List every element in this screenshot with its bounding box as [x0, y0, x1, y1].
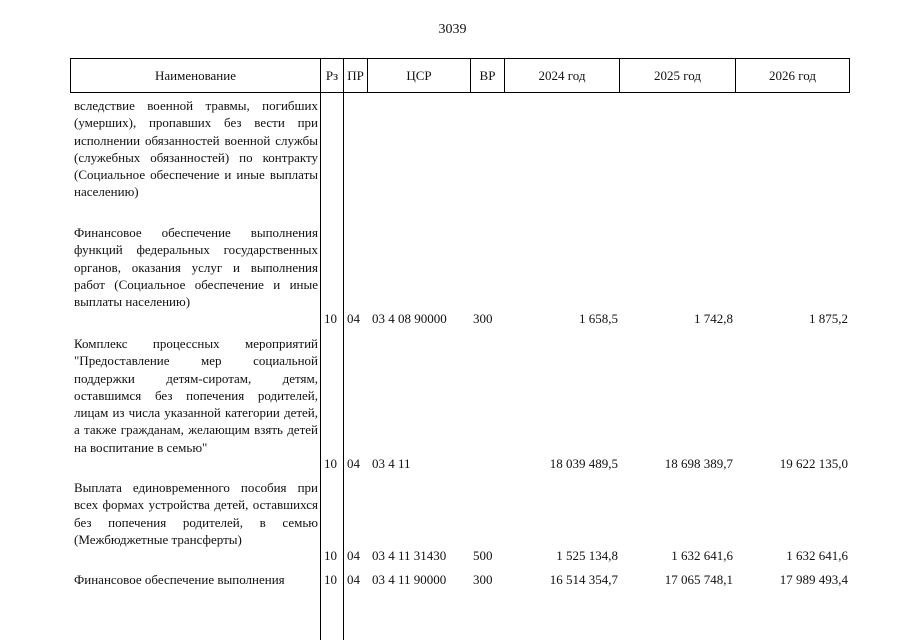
row-4-vr: 500 [473, 548, 493, 563]
row-3-2026: 19 622 135,0 [779, 456, 848, 471]
row-5-vr: 300 [473, 572, 493, 587]
row-3-pr: 04 [347, 456, 360, 471]
row-3-name: Комплекс процессных мероприятий "Предоставление мер социальной поддержки детям-сиротам, детям, оставшимся без попечения родителей, лицам из числа указанной категории детей, а также гражданам, желающим взять детей на воспитание в семью" [74, 336, 318, 455]
row-5-2024: 16 514 354,7 [549, 572, 618, 587]
row-2-2025: 1 742,8 [694, 311, 733, 326]
row-5-pr: 04 [347, 572, 360, 587]
header-name: Наименование [71, 59, 321, 92]
row-4-2025: 1 632 641,6 [671, 548, 733, 563]
header-rz: Рз [321, 59, 344, 92]
row-2-2024: 1 658,5 [579, 311, 618, 326]
header-vr: ВР [471, 59, 505, 92]
table-header [70, 58, 850, 93]
row-4-rz: 10 [324, 548, 337, 563]
column-divider-name [320, 93, 321, 640]
header-2026: 2026 год [769, 68, 816, 83]
row-3-rz: 10 [324, 456, 337, 471]
row-2-vr: 300 [473, 311, 493, 326]
header-2025: 2025 год [620, 59, 736, 92]
row-2-csr: 03 4 08 90000 [372, 311, 447, 326]
column-divider-rz [343, 93, 344, 640]
row-4-2024: 1 525 134,8 [556, 548, 618, 563]
page-number: 3039 [438, 22, 467, 37]
row-3-2025: 18 698 389,7 [664, 456, 733, 471]
header-pr: ПР [344, 59, 368, 92]
row-5-csr: 03 4 11 90000 [372, 572, 447, 587]
row-4-pr: 04 [347, 548, 360, 563]
row-2-2026: 1 875,2 [809, 311, 848, 326]
row-4-csr: 03 4 11 31430 [372, 548, 447, 563]
header-2024: 2024 год [505, 59, 620, 92]
row-1-name: вследствие военной травмы, погибших (умерших), пропавших без вести при исполнении обязанностей военной службы (служебных обязанностей) по контракту (Социальное обеспечение и иные выплаты населению) [74, 98, 318, 200]
row-3-csr: 03 4 11 [372, 456, 411, 471]
header-csr: ЦСР [368, 59, 471, 92]
row-5-name: Финансовое обеспечение выполнения [74, 572, 285, 587]
row-5-2026: 17 989 493,4 [779, 572, 848, 587]
row-2-rz: 10 [324, 311, 337, 326]
row-5-2025: 17 065 748,1 [664, 572, 733, 587]
row-4-name: Выплата единовременного пособия при всех формах устройства детей, оставшихся без попечения родителей, в семью (Межбюджетные трансферты) [74, 480, 318, 547]
row-2-pr: 04 [347, 311, 360, 326]
row-4-2026: 1 632 641,6 [786, 548, 848, 563]
row-5-rz: 10 [324, 572, 337, 587]
row-3-2024: 18 039 489,5 [549, 456, 618, 471]
row-2-name: Финансовое обеспечение выполнения функций федеральных государственных органов, оказания услуг и выполнения работ (Социальное обеспечение и иные выплаты населению) [74, 225, 318, 310]
